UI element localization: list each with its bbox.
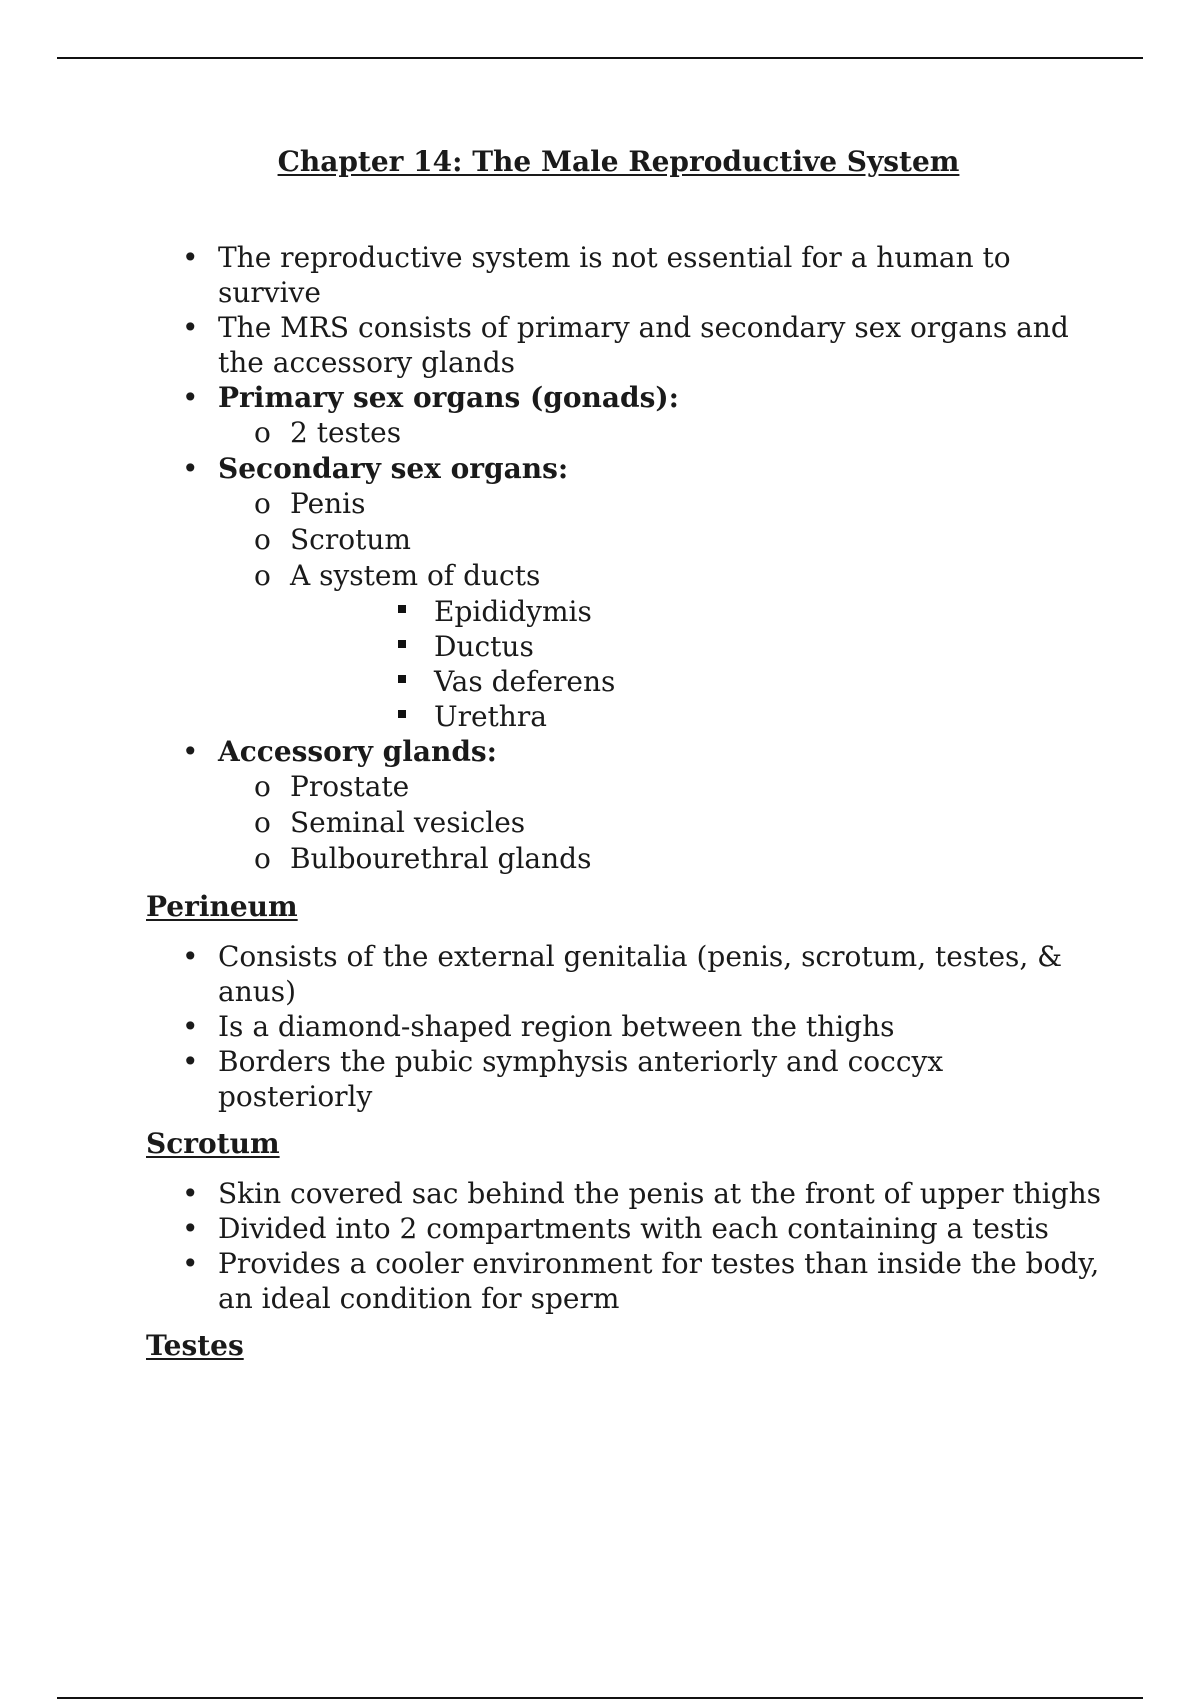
list-item-text: Consists of the external genitalia (penis, scrotum, testes, & anus): [218, 940, 1063, 1008]
section-perineum: [146, 889, 1106, 1114]
list-item-text: Secondary sex organs:: [218, 452, 569, 485]
list-item-text: Borders the pubic symphysis anteriorly and coccyx posteriorly: [218, 1045, 944, 1113]
section-heading: Perineum: [146, 890, 298, 923]
sub-sub-list-item: [290, 664, 1106, 699]
sub-sub-list-item-text: Vas deferens: [434, 665, 616, 698]
bullet-marker: •: [182, 1212, 199, 1245]
sub-bullet-marker: o: [254, 523, 271, 556]
list-item: [146, 1176, 1106, 1211]
section-testes: [146, 1328, 1106, 1364]
bullet-marker: •: [182, 241, 199, 274]
list-item-primary-sex-organs: [146, 380, 1106, 451]
list-item-text: Primary sex organs (gonads):: [218, 381, 679, 414]
chapter-title: Chapter 14: The Male Reproductive System: [277, 145, 960, 178]
sub-list: [218, 415, 1106, 451]
sub-sub-list-item-text: Urethra: [434, 700, 547, 733]
sub-bullet-marker: o: [254, 770, 271, 803]
sub-list-item-text: Scrotum: [290, 523, 411, 556]
sub-list-item-text: Bulbourethral glands: [290, 842, 592, 875]
bullet-marker: •: [182, 735, 199, 768]
top-divider-line: [57, 57, 1143, 59]
list-item-text: Divided into 2 compartments with each containing a testis: [218, 1212, 1049, 1245]
bullet-marker: •: [182, 1045, 199, 1078]
list-item: [146, 1009, 1106, 1044]
list-item: [146, 939, 1106, 1009]
sub-list-item: [218, 558, 1106, 734]
bullet-marker: •: [182, 452, 199, 485]
sub-sub-list-item: [290, 629, 1106, 664]
list-item-text: Skin covered sac behind the penis at the front of upper thighs: [218, 1177, 1102, 1210]
section-list: [146, 1176, 1106, 1316]
sub-list-item-text: A system of ducts: [290, 559, 541, 592]
sub-sub-list-item-text: Ductus: [434, 630, 534, 663]
square-bullet-marker: [398, 710, 406, 718]
list-item: [146, 1246, 1106, 1316]
bullet-marker: •: [182, 940, 199, 973]
list-item-text: The reproductive system is not essential for a human to survive: [218, 241, 1011, 309]
list-item-text: Accessory glands:: [218, 735, 498, 768]
bottom-divider-line: [57, 1697, 1143, 1699]
list-item: [146, 1044, 1106, 1114]
section-list: [146, 939, 1106, 1114]
sub-list-item: [218, 522, 1106, 558]
sub-list-item: [218, 486, 1106, 522]
bullet-marker: •: [182, 381, 199, 414]
sub-list: [218, 486, 1106, 734]
list-item-accessory-glands: [146, 734, 1106, 877]
bullet-marker: •: [182, 1177, 199, 1210]
section-scrotum: [146, 1126, 1106, 1316]
sub-list-item-text: Prostate: [290, 770, 410, 803]
sub-list-item: [218, 841, 1106, 877]
square-bullet-marker: [398, 640, 406, 648]
list-item-secondary-sex-organs: [146, 451, 1106, 734]
sub-bullet-marker: o: [254, 487, 271, 520]
square-bullet-marker: [398, 605, 406, 613]
sub-list-item: [218, 415, 1106, 451]
section-heading: Scrotum: [146, 1127, 280, 1160]
sub-list-item: [218, 805, 1106, 841]
sub-bullet-marker: o: [254, 842, 271, 875]
document-body: [146, 240, 1106, 1376]
sub-list-item-text: Penis: [290, 487, 366, 520]
sub-list-item-text: 2 testes: [290, 416, 402, 449]
sub-sub-list: [290, 594, 1106, 734]
sub-sub-list-item-text: Epididymis: [434, 595, 592, 628]
sub-sub-list-item: [290, 594, 1106, 629]
list-item-text: Provides a cooler environment for testes than inside the body, an ideal condition for sperm: [218, 1247, 1100, 1315]
bullet-marker: •: [182, 1247, 199, 1280]
sub-bullet-marker: o: [254, 806, 271, 839]
sub-sub-list-item: [290, 699, 1106, 734]
bullet-marker: •: [182, 311, 199, 344]
sub-list-item-text: Seminal vesicles: [290, 806, 526, 839]
bullet-marker: •: [182, 1010, 199, 1043]
sub-list-item: [218, 769, 1106, 805]
list-item-text: Is a diamond-shaped region between the thighs: [218, 1010, 895, 1043]
list-item-text: The MRS consists of primary and secondary sex organs and the accessory glands: [218, 311, 1069, 379]
sub-bullet-marker: o: [254, 416, 271, 449]
list-item: [146, 310, 1106, 380]
sub-list: [218, 769, 1106, 877]
square-bullet-marker: [398, 675, 406, 683]
intro-list: [146, 240, 1106, 877]
list-item: [146, 1211, 1106, 1246]
section-heading: Testes: [146, 1329, 244, 1362]
sub-bullet-marker: o: [254, 559, 271, 592]
list-item: [146, 240, 1106, 310]
